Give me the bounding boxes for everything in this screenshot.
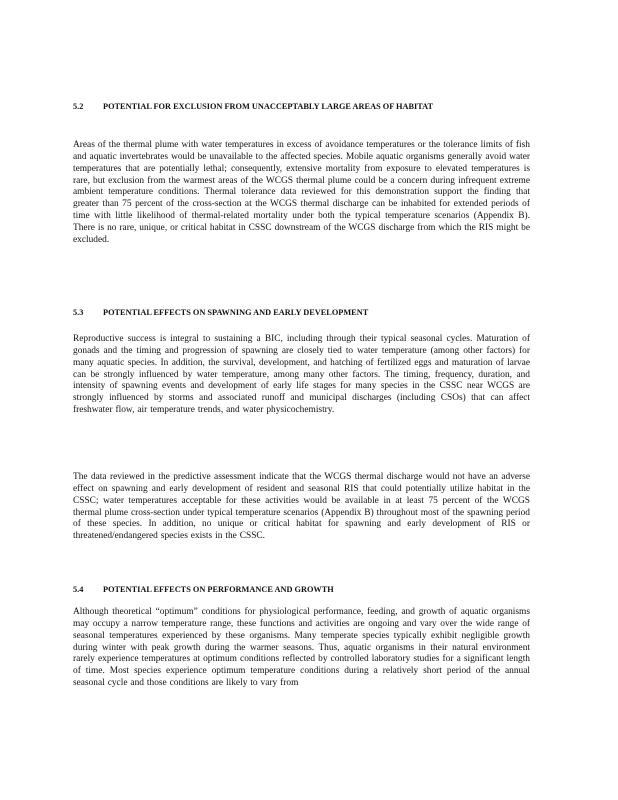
- section-title: POTENTIAL FOR EXCLUSION FROM UNACCEPTABLY LARGE AREAS OF HABITAT: [103, 102, 434, 111]
- paragraph: Although theoretical “optimum” conditions for physiological performance, feeding, and growth of aquatic organisms may occupy a narrow temperature range, these functions and activities are ongoing and vary over the wide range of seasonal temperatures experienced by these organisms. Many temperate species typically exhibit negligible growth during winter with peak growth during the warmer seasons. Thus, aquatic organisms in their natural environment rarely experience temperatures at optimum conditions reflected by controlled laboratory studies for a significant length of time. Most species experience optimum temperature conditions during a relatively short period of the annual seasonal cycle and those conditions are likely to vary from: [73, 607, 530, 689]
- section-title: POTENTIAL EFFECTS ON SPAWNING AND EARLY DEVELOPMENT: [103, 308, 369, 317]
- section-title: POTENTIAL EFFECTS ON PERFORMANCE AND GROWTH: [103, 585, 334, 594]
- section-heading: [73, 307, 531, 319]
- section-number: 5.4: [73, 585, 84, 594]
- section-number: 5.3: [73, 308, 84, 317]
- section-number: 5.2: [73, 102, 84, 111]
- section-heading: [73, 101, 531, 113]
- paragraph: Areas of the thermal plume with water temperatures in excess of avoidance temperatures or the tolerance limits of fish and aquatic invertebrates would be unavailable to the affected species. Mobile aquatic organisms generally avoid water temperatures that are potentially lethal; consequently, extensive mortality from exposure to elevated temperatures is rare, but exclusion from the warmest areas of the WCGS thermal plume could be a concern during infrequent extreme ambient temperature conditions. Thermal tolerance data reviewed for this demonstration support the finding that greater than 75 percent of the cross-section at the WCGS thermal discharge can be inhabited for extended periods of time with little likelihood of thermal-related mortality under both the typical temperature scenarios (Appendix B). There is no rare, unique, or critical habitat in CSSC downstream of the WCGS discharge from which the RIS might be excluded.: [73, 140, 530, 245]
- paragraph: Reproductive success is integral to sustaining a BIC, including through their typical seasonal cycles. Maturation of gonads and the timing and progression of spawning are closely tied to water temperature (among other factors) for many aquatic species. In addition, the survival, development, and hatching of fertilized eggs and maturation of larvae can be strongly influenced by water temperature, among many other factors. The timing, frequency, duration, and intensity of spawning events and development of early life stages for many species in the CSSC near WCGS are strongly influenced by storms and associated runoff and municipal discharges (including CSOs) that can affect freshwater flow, air temperature trends, and water physicochemistry.: [73, 334, 530, 416]
- paragraph: The data reviewed in the predictive assessment indicate that the WCGS thermal discharge would not have an adverse effect on spawning and early development of resident and seasonal RIS that could potentially utilize habitat in the CSSC; water temperatures acceptable for these activities would be available in at least 75 percent of the WCGS thermal plume cross-section under typical temperature scenarios (Appendix B) throughout most of the spawning period of these species. In addition, no unique or critical habitat for spawning and early development of RIS or threatened/endangered species exists in the CSSC.: [73, 472, 530, 542]
- section-heading: [73, 584, 531, 596]
